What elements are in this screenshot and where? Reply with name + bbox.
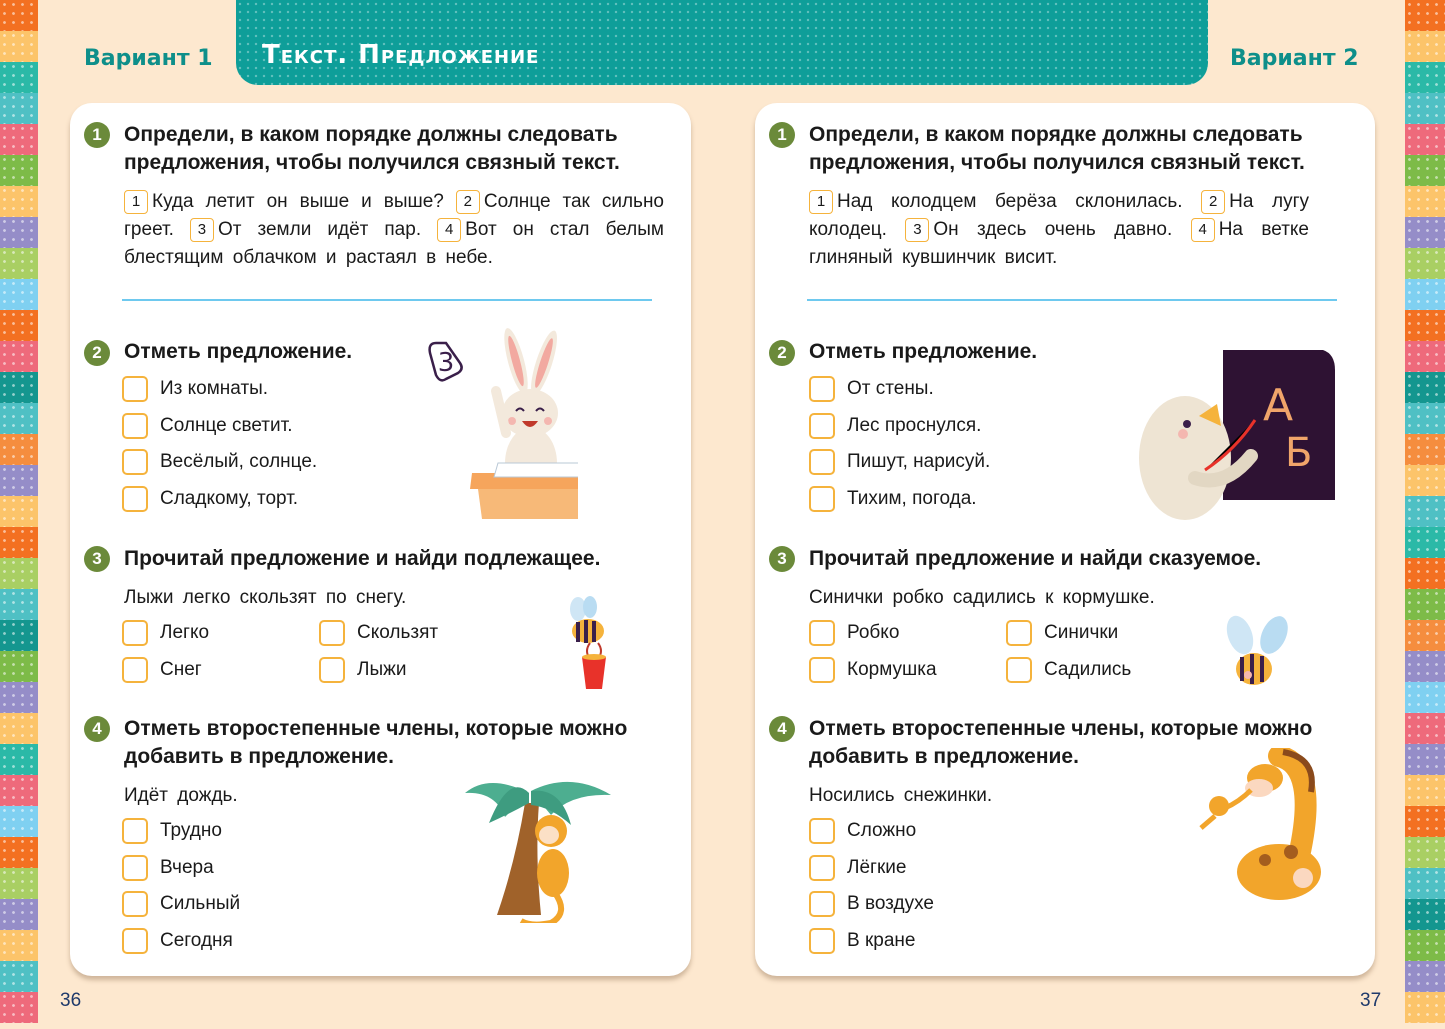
question-4-sentence: Идёт дождь.	[124, 785, 238, 806]
decorative-stripe	[0, 961, 38, 992]
checkbox[interactable]	[809, 855, 835, 881]
decorative-stripe	[1405, 899, 1445, 930]
page-title: Текст. Предложение	[262, 40, 540, 70]
option[interactable]: Сегодня	[122, 928, 233, 954]
flying-bee-illustration	[1220, 613, 1300, 698]
decorative-stripe	[1405, 434, 1445, 465]
decorative-stripe	[0, 0, 38, 31]
question-2-title: Отметь предложение.	[809, 340, 1038, 363]
order-box-3[interactable]: 3	[905, 218, 929, 242]
checkbox[interactable]	[122, 855, 148, 881]
decorative-stripe	[1405, 124, 1445, 155]
bunny-at-desk-illustration	[398, 323, 578, 523]
decorative-stripe	[0, 868, 38, 899]
decorative-stripe	[1405, 62, 1445, 93]
question-4-title: Отметь второстепенные члены, которые можно добавить в предложение.	[809, 717, 1313, 768]
decorative-stripe	[0, 403, 38, 434]
checkbox[interactable]	[809, 818, 835, 844]
decorative-stripe	[1405, 992, 1445, 1023]
option[interactable]: Лыжи	[319, 657, 406, 683]
checkbox[interactable]	[809, 657, 835, 683]
decorative-stripe	[0, 682, 38, 713]
checkbox[interactable]	[1006, 657, 1032, 683]
option[interactable]: Скользят	[319, 620, 438, 646]
decorative-stripe	[1405, 682, 1445, 713]
decorative-stripe	[0, 527, 38, 558]
decorative-stripe	[0, 279, 38, 310]
decorative-stripe	[0, 930, 38, 961]
order-box-3[interactable]: 3	[190, 218, 214, 242]
decorative-stripe	[1405, 372, 1445, 403]
checkbox[interactable]	[809, 449, 835, 475]
page-number-right: 37	[1360, 990, 1382, 1011]
checkbox[interactable]	[122, 376, 148, 402]
decorative-stripe	[0, 341, 38, 372]
variant-1-card	[70, 103, 691, 976]
checkbox[interactable]	[122, 449, 148, 475]
decorative-stripe	[1405, 279, 1445, 310]
decorative-stripe	[1405, 651, 1445, 682]
decorative-stripe	[0, 124, 38, 155]
order-box-1[interactable]: 1	[809, 190, 833, 214]
option[interactable]: Весёлый, солнце.	[122, 449, 317, 475]
question-1-text: 1 Куда летит он выше и выше? 2 Солнце так сильно греет. 3 От земли идёт пар. 4 Вот он стал белым блестящим облачком и растаял в небе.	[124, 191, 664, 268]
decorative-stripe	[1405, 186, 1445, 217]
option[interactable]: Вчера	[122, 855, 214, 881]
question-3-sentence: Лыжи легко скользят по снегу.	[124, 587, 407, 608]
decorative-stripe	[0, 217, 38, 248]
decorative-stripe	[0, 31, 38, 62]
order-box-4[interactable]: 4	[437, 218, 461, 242]
option[interactable]: Лёгкие	[809, 855, 906, 881]
checkbox[interactable]	[122, 818, 148, 844]
decorative-stripe	[1405, 465, 1445, 496]
option[interactable]: Кормушка	[809, 657, 937, 683]
decorative-stripes-left	[0, 0, 38, 1029]
decorative-stripe	[1405, 837, 1445, 868]
decorative-stripe	[0, 589, 38, 620]
checkbox[interactable]	[809, 620, 835, 646]
question-1-title: Определи, в каком порядке должны следовать предложения, чтобы получился связный текст.	[809, 123, 1305, 174]
checkbox[interactable]	[809, 376, 835, 402]
option[interactable]: Пишут, нарисуй.	[809, 449, 990, 475]
decorative-stripe	[0, 992, 38, 1023]
decorative-stripe	[1405, 868, 1445, 899]
decorative-stripe	[1405, 930, 1445, 961]
question-2-badge: 2	[769, 340, 795, 366]
decorative-stripe	[1405, 589, 1445, 620]
decorative-stripe	[1405, 713, 1445, 744]
checkbox[interactable]	[122, 413, 148, 439]
order-box-2[interactable]: 2	[1201, 190, 1225, 214]
option[interactable]: Сильный	[122, 891, 240, 917]
decorative-stripe	[0, 713, 38, 744]
decorative-stripe	[0, 93, 38, 124]
question-4-title: Отметь второстепенные члены, которые можно добавить в предложение.	[124, 717, 628, 768]
answer-line[interactable]	[807, 299, 1337, 301]
svg-text:Б: Б	[1285, 430, 1313, 476]
question-3-badge: 3	[769, 546, 795, 572]
option[interactable]: От стены.	[809, 376, 934, 402]
option[interactable]: Снег	[122, 657, 202, 683]
decorative-stripes-right	[1405, 0, 1445, 1029]
variant-2-label: Вариант 2	[1230, 46, 1359, 71]
question-3-badge: 3	[84, 546, 110, 572]
checkbox[interactable]	[809, 486, 835, 512]
option[interactable]: Лес проснулся.	[809, 413, 981, 439]
decorative-stripe	[1405, 155, 1445, 186]
decorative-stripe	[1405, 403, 1445, 434]
checkbox[interactable]	[122, 928, 148, 954]
decorative-stripe	[1405, 961, 1445, 992]
order-box-4[interactable]: 4	[1191, 218, 1215, 242]
bee-with-bucket-illustration	[560, 595, 620, 695]
decorative-stripe	[1405, 527, 1445, 558]
decorative-stripe	[0, 186, 38, 217]
decorative-stripe	[0, 496, 38, 527]
question-4-sentence: Носились снежинки.	[809, 785, 993, 806]
decorative-stripe	[0, 372, 38, 403]
decorative-stripe	[1405, 310, 1445, 341]
checkbox[interactable]	[1006, 620, 1032, 646]
option[interactable]: Трудно	[122, 818, 222, 844]
question-3-title: Прочитай предложение и найди подлежащее.	[124, 547, 601, 570]
question-3-sentence: Синички робко садились к кормушке.	[809, 587, 1155, 608]
option[interactable]: Из комнаты.	[122, 376, 268, 402]
checkbox[interactable]	[319, 620, 345, 646]
decorative-stripe	[0, 558, 38, 589]
checkbox[interactable]	[122, 891, 148, 917]
decorative-stripe	[0, 248, 38, 279]
decorative-stripe	[1405, 217, 1445, 248]
checkbox[interactable]	[122, 620, 148, 646]
option[interactable]: Синички	[1006, 620, 1118, 646]
question-1-title: Определи, в каком порядке должны следовать предложения, чтобы получился связный текст.	[124, 123, 620, 174]
decorative-stripe	[0, 651, 38, 682]
decorative-stripe	[1405, 0, 1445, 31]
checkbox[interactable]	[122, 657, 148, 683]
decorative-stripe	[0, 775, 38, 806]
question-2-badge: 2	[84, 340, 110, 366]
option[interactable]: Сложно	[809, 818, 916, 844]
decorative-stripe	[1405, 806, 1445, 837]
option[interactable]: Тихим, погода.	[809, 486, 977, 512]
checkbox[interactable]	[809, 413, 835, 439]
option[interactable]: Солнце светит.	[122, 413, 292, 439]
checkbox[interactable]	[809, 891, 835, 917]
variant-2-card	[755, 103, 1375, 976]
page-number-left: 36	[60, 990, 82, 1011]
decorative-stripe	[1405, 775, 1445, 806]
checkbox[interactable]	[319, 657, 345, 683]
answer-line[interactable]	[122, 299, 652, 301]
decorative-stripe	[0, 155, 38, 186]
decorative-stripe	[1405, 93, 1445, 124]
decorative-stripe	[1405, 248, 1445, 279]
decorative-stripe	[0, 62, 38, 93]
option[interactable]: Сладкому, торт.	[122, 486, 298, 512]
decorative-stripe	[1405, 496, 1445, 527]
option[interactable]: В кране	[809, 928, 915, 954]
option[interactable]: Робко	[809, 620, 899, 646]
decorative-stripe	[0, 434, 38, 465]
question-1-badge: 1	[769, 122, 795, 148]
giraffe-with-monkey-illustration	[1195, 748, 1325, 908]
svg-text:3: 3	[437, 348, 455, 378]
decorative-stripe	[1405, 558, 1445, 589]
order-box-1[interactable]: 1	[124, 190, 148, 214]
option[interactable]: В воздухе	[809, 891, 934, 917]
option[interactable]: Садились	[1006, 657, 1131, 683]
decorative-stripe	[0, 310, 38, 341]
decorative-stripe	[0, 744, 38, 775]
owl-at-blackboard-illustration	[1135, 348, 1335, 523]
decorative-stripe	[1405, 620, 1445, 651]
question-3-title: Прочитай предложение и найди сказуемое.	[809, 547, 1262, 570]
variant-1-label: Вариант 1	[84, 46, 213, 71]
decorative-stripe	[0, 837, 38, 868]
checkbox[interactable]	[122, 486, 148, 512]
decorative-stripe	[1405, 341, 1445, 372]
decorative-stripe	[0, 899, 38, 930]
monkey-on-palm-illustration	[465, 763, 615, 923]
checkbox[interactable]	[809, 928, 835, 954]
decorative-stripe	[0, 465, 38, 496]
question-2-title: Отметь предложение.	[124, 340, 353, 363]
decorative-stripe	[1405, 31, 1445, 62]
option[interactable]: Легко	[122, 620, 209, 646]
question-1-badge: 1	[84, 122, 110, 148]
decorative-stripe	[0, 806, 38, 837]
order-box-2[interactable]: 2	[456, 190, 480, 214]
decorative-stripe	[1405, 744, 1445, 775]
question-1-text: 1 Над колодцем берёза склонилась. 2 На лугу колодец. 3 Он здесь очень давно. 4 На ветке глиняный кувшинчик висит.	[809, 191, 1310, 268]
question-4-badge: 4	[769, 716, 795, 742]
question-4-badge: 4	[84, 716, 110, 742]
svg-text:А: А	[1263, 380, 1294, 431]
decorative-stripe	[0, 620, 38, 651]
